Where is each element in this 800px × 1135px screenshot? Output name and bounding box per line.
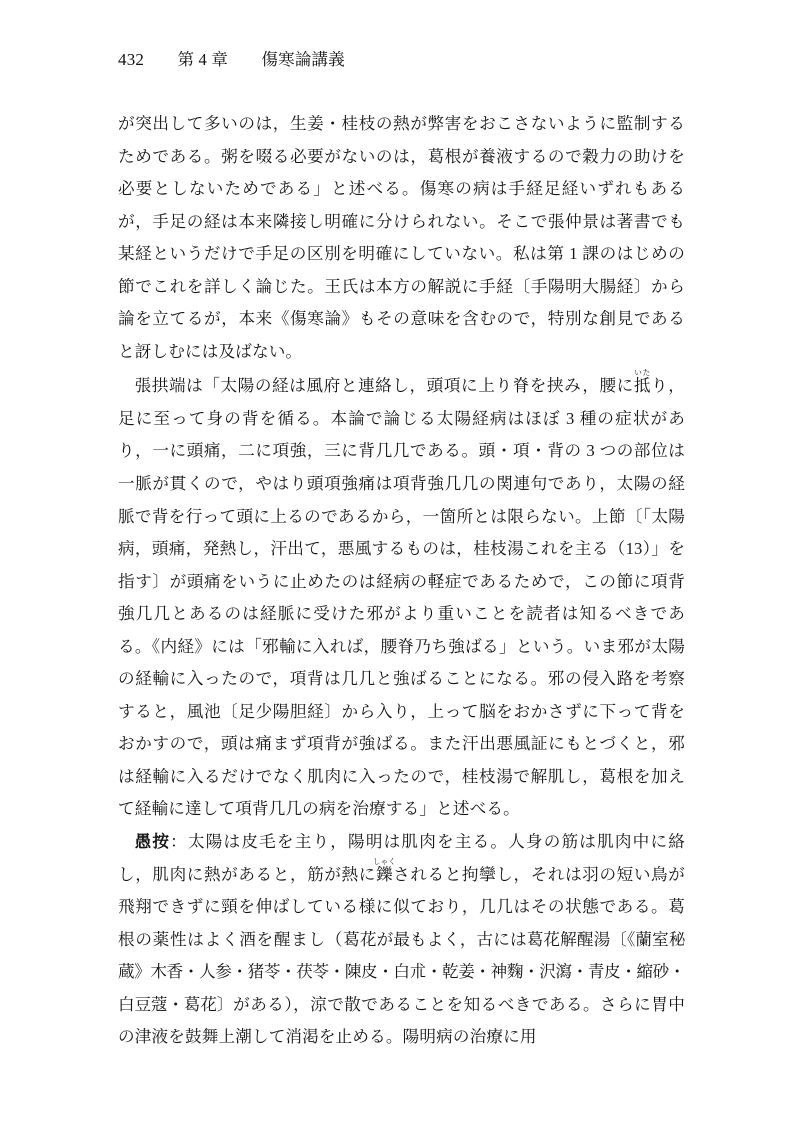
- chapter-title: 傷寒論講義: [261, 50, 345, 69]
- paragraph-3: 愚按：太陽は皮毛を主り，陽明は肌肉を主る。人身の筋は肌肉中に絡し，肌肉に熱があると，筋が熱に鑠しゃくされると拘攣し，それは羽の短い鳥が飛翔できずに頸を伸ばしている様に似ており，几几はその状態である。葛根の薬性はよく酒を醒まし（葛花が最もよく，古には葛花解醒湯〔《蘭室秘蔵》木香・人参・猪苓・茯苓・陳皮・白朮・乾姜・神麴・沢瀉・青皮・縮砂・白豆蔻・葛花〕がある），涼で散であることを知るべきである。さらに胃中の津液を鼓舞上潮して消渇を止める。陽明病の治療に用: [118, 832, 686, 1047]
- herb-formula-note: 葛花が最もよく，古には葛花解醒湯〔《蘭室秘蔵》木香・人参・猪苓・茯苓・陳皮・白朮・乾姜・神麴・沢瀉・青皮・縮砂・白豆蔻・葛花〕: [118, 929, 686, 1014]
- ruby-itari: 抵いた: [633, 368, 652, 396]
- paragraph-3-lead-label: 愚按: [134, 832, 171, 852]
- running-head: [118, 48, 345, 72]
- ruby-shaku: 鑠しゃく: [372, 856, 396, 884]
- paragraph-1: が突出して多いのは，生姜・桂枝の熱が弊害をおこさないように監制するためである。粥を啜る必要がないのは，葛根が養液するので穀力の助けを必要としないためである」と述べる。傷寒の病は手経足経いずれもあるが，手足の経は本来隣接し明確に分けられない。そこで張仲景は著書でも某経というだけで手足の区別を明確にしていない。私は第 1 課のはじめの節でこれを詳しく論じた。王氏は本方の解説に手経〔手陽明大腸経〕から論を立てるが，本来《傷寒論》もその意味を含むので，特別な創見であると訝しむには及ばない。: [118, 114, 685, 361]
- ruby-reading-shaku: しゃく: [372, 856, 396, 866]
- body-text-column: [118, 108, 685, 1054]
- ruby-reading-ita: いた: [633, 368, 651, 378]
- page-folio-number: 432: [118, 50, 145, 69]
- paragraph-2: 張拱端は「太陽の経は風府と連絡し，頭項に上り脊を挟み，腰に抵いたり，足に至って身の背を循る。本論で論じる太陽経病はほぼ 3 種の症状があり，一に頭痛，二に項強，三に背几几である。頭・項・背の 3 つの部位は一脈が貫くので，やはり頭項強痛は項背強几几の関連句であり，太陽の経脈で背を行って頭に上るのであるから，一箇所とは限らない。上節〔「太陽病，頭痛，発熱し，汗出て，悪風するものは，桂枝湯これを主る（13）」を指す〕が頭痛をいうに止めたのは経病の軽症であるためで，この節に項背強几几とあるのは経脈に受けた邪がより重いことを読者は知るべきである。《内経》には「邪輸に入れば，腰脊乃ち強ばる」という。いま邪が太陽の経輸に入ったので，項背は几几と強ばることになる。邪の侵入路を考察すると，風池〔足少陽胆経〕から入り，上って脳をおかさずに下って背をおかすので，頭は痛まず項背が強ばる。また汗出悪風証にもとづくと，邪は経輸に入るだけでなく肌肉に入ったので，桂枝湯で解肌し，葛根を加えて経輸に達して項背几几の病を治療する」と述べる。: [118, 368, 685, 819]
- chapter-number: 第 4 章: [177, 50, 229, 69]
